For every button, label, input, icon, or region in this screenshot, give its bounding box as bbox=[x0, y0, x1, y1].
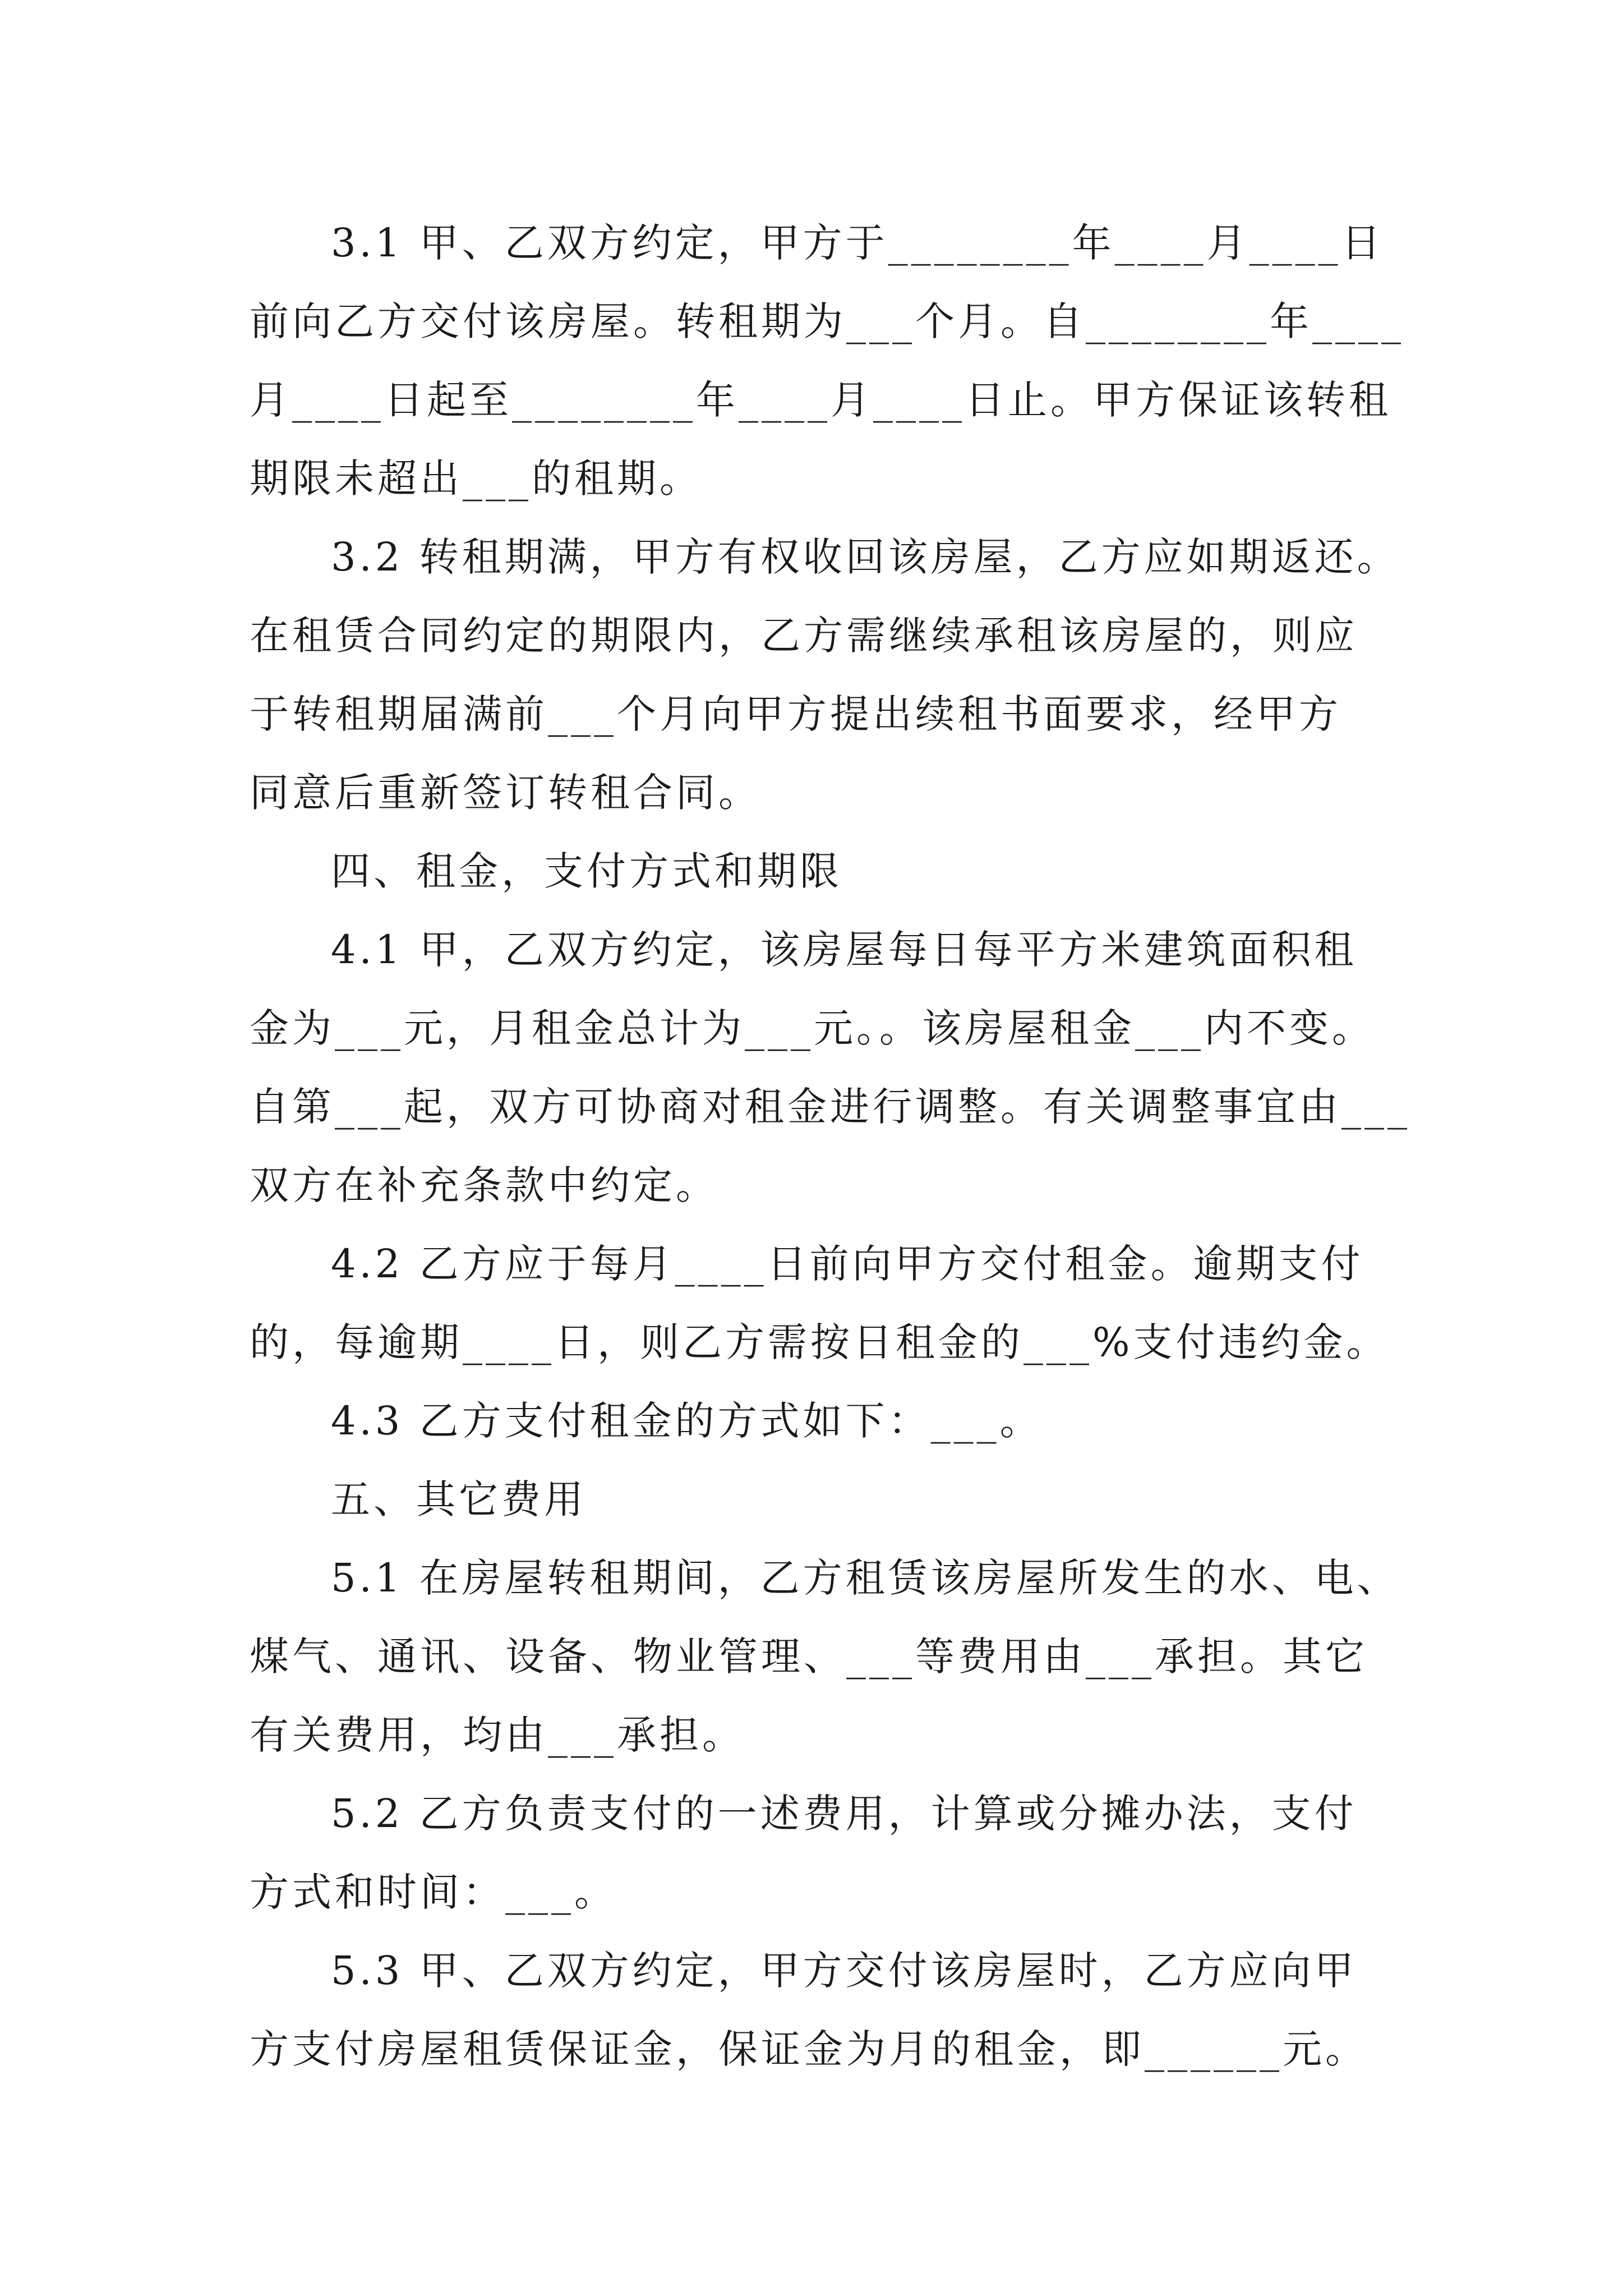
text-line: 有关费用，均由___承担。 bbox=[250, 1712, 745, 1758]
section-heading: 四、租金，支付方式和期限 bbox=[331, 848, 842, 894]
text-line: 于转租期届满前___个月向甲方提出续租书面要求，经甲方 bbox=[250, 691, 1341, 737]
text-line: 4.3 乙方支付租金的方式如下：___。 bbox=[331, 1398, 1043, 1444]
text-line: 金为___元，月租金总计为___元。。该房屋租金___内不变。 bbox=[250, 1005, 1375, 1051]
text-line: 同意后重新签订转租合同。 bbox=[250, 770, 761, 816]
text-line: 煤气、通讯、设备、物业管理、___等费用由___承担。其它 bbox=[250, 1634, 1368, 1680]
text-line: 方式和时间：___。 bbox=[250, 1869, 617, 1915]
text-line: 4.2 乙方应于每月____日前向甲方交付租金。逾期支付 bbox=[331, 1241, 1364, 1287]
text-line: 3.2 转租期满，甲方有权收回该房屋，乙方应如期返还。 bbox=[331, 534, 1400, 580]
text-line: 期限未超出___的租期。 bbox=[250, 455, 702, 501]
text-line: 在租赁合同约定的期限内，乙方需继续承租该房屋的，则应 bbox=[250, 613, 1358, 659]
text-line: 4.1 甲，乙双方约定，该房屋每日每平方米建筑面积租 bbox=[331, 927, 1357, 973]
text-line: 5.1 在房屋转租期间，乙方租赁该房屋所发生的水、电、 bbox=[331, 1555, 1400, 1601]
text-line: 5.3 甲、乙双方约定，甲方交付该房屋时，乙方应向甲 bbox=[331, 1948, 1357, 1994]
text-line: 双方在补充条款中约定。 bbox=[250, 1162, 718, 1208]
text-line: 3.1 甲、乙双方约定，甲方于________年____月____日 bbox=[331, 220, 1384, 266]
section-heading: 五、其它费用 bbox=[331, 1476, 587, 1522]
text-line: 5.2 乙方负责支付的一述费用，计算或分摊办法，支付 bbox=[331, 1791, 1357, 1837]
text-line: 方支付房屋租赁保证金，保证金为月的租金，即______元。 bbox=[250, 2026, 1368, 2072]
text-line: 前向乙方交付该房屋。转租期为___个月。自________年____ bbox=[250, 298, 1404, 344]
text-line: 自第___起，双方可协商对租金进行调整。有关调整事宜由___ bbox=[250, 1084, 1410, 1130]
text-line: 的，每逾期____日，则乙方需按日租金的___%支付违约金。 bbox=[250, 1319, 1389, 1365]
text-line: 月____日起至________年____月____日止。甲方保证该转租 bbox=[250, 377, 1391, 423]
